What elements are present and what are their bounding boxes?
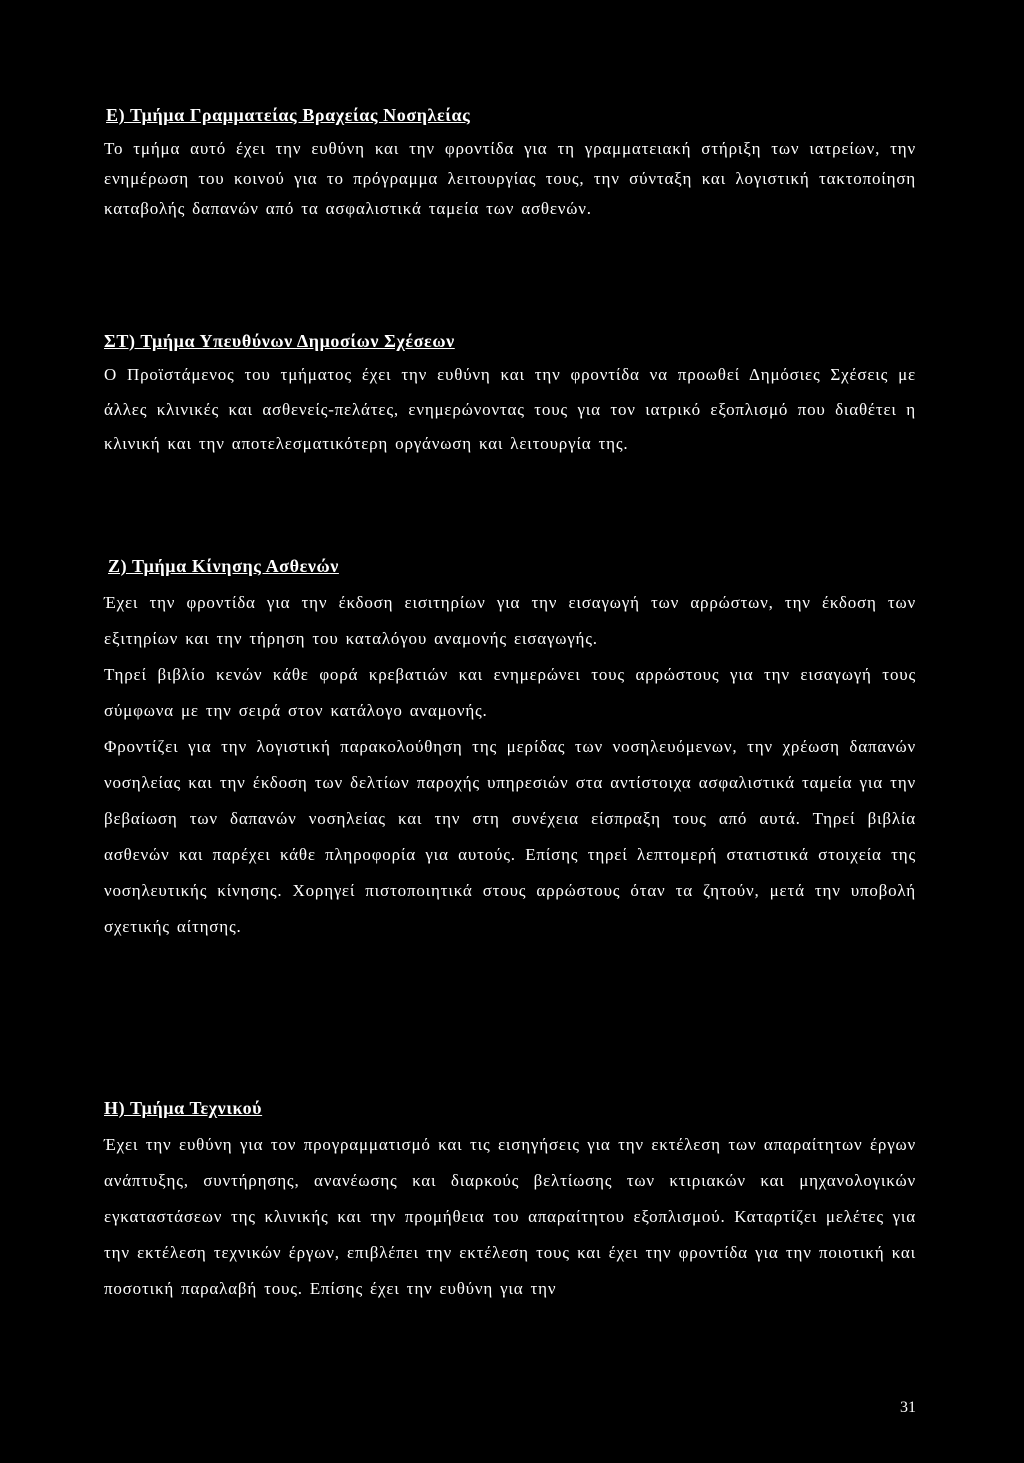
section-patient-movement xyxy=(104,555,916,945)
section-paragraph: Το τμήμα αυτό έχει την ευθύνη και την φροντίδα για τη γραμματειακή στήριξη των ιατρείων, την ενημέρωση του κοινού για το πρόγραμμα λειτουργίας τους, την σύνταξη και λογιστική τακτοποίηση καταβολής δαπανών από τα ασφαλιστικά ταμεία των ασθενών. xyxy=(104,139,916,218)
section-heading: Ζ) Τμήμα Κίνησης Ασθενών xyxy=(108,556,339,576)
section-heading: Η) Τμήμα Τεχνικού xyxy=(104,1098,263,1118)
section-paragraph: Τηρεί βιβλίο κενών κάθε φορά κρεβατιών και ενημερώνει τους αρρώστους για την εισαγωγή τους σύμφωνα με την σειρά στον κατάλογο αναμονής. xyxy=(104,665,916,720)
section-paragraph: Έχει την ευθύνη για τον προγραμματισμό και τις εισηγήσεις για την εκτέλεση των απαραίτητων έργων ανάπτυξης, συντήρησης, ανανέωσης και διαρκούς βελτίωσης των κτιριακών και μηχανολογικών εγκαταστάσεων της κλινικής και την προμήθεια του απαραίτητου εξοπλισμού. Καταρτίζει μελέτες για την εκτέλεση τεχνικών έργων, επιβλέπει την εκτέλεση τους και έχει την φροντίδα για την ποιοτική και ποσοτική παραλαβή τους. Επίσης έχει την ευθύνη για την xyxy=(104,1135,916,1298)
page-number: 31 xyxy=(900,1399,916,1416)
section-paragraph: Έχει την φροντίδα για την έκδοση εισιτηρίων για την εισαγωγή των αρρώστων, την έκδοση των εξιτηρίων και την τήρηση του καταλόγου αναμονής εισαγωγής. xyxy=(104,593,916,648)
section-heading: ΣΤ) Τμήμα Υπευθύνων Δημοσίων Σχέσεων xyxy=(104,331,455,351)
section-heading: Ε) Τμήμα Γραμματείας Βραχείας Νοσηλείας xyxy=(106,105,471,125)
section-paragraph: Φροντίζει για την λογιστική παρακολούθηση της μερίδας των νοσηλευόμενων, την χρέωση δαπανών νοσηλείας και την έκδοση των δελτίων παροχής υπηρεσιών στα αντίστοιχα ασφαλιστικά ταμεία για την βεβαίωση των δαπανών νοσηλείας και την στη συνέχεια είσπραξη τους από αυτά. Τηρεί βιβλία ασθενών και παρέχει κάθε πληροφορία για αυτούς. Επίσης τηρεί λεπτομερή στατιστικά στοιχεία της νοσηλευτικής κίνησης. Χορηγεί πιστοποιητικά στους αρρώστους όταν τα ζητούν, μετά την υποβολή σχετικής αίτησης. xyxy=(104,737,916,936)
section-public-relations xyxy=(104,330,916,462)
section-technical xyxy=(104,1097,916,1307)
section-secretariat xyxy=(104,104,916,224)
section-paragraph: Ο Προϊστάμενος του τμήματος έχει την ευθύνη και την φροντίδα να προωθεί Δημόσιες Σχέσεις με άλλες κλινικές και ασθενείς-πελάτες, ενημερώνοντας τους για τον ιατρικό εξοπλισμό που διαθέτει η κλινική και την αποτελεσματικότερη οργάνωση και λειτουργία της. xyxy=(104,365,916,454)
